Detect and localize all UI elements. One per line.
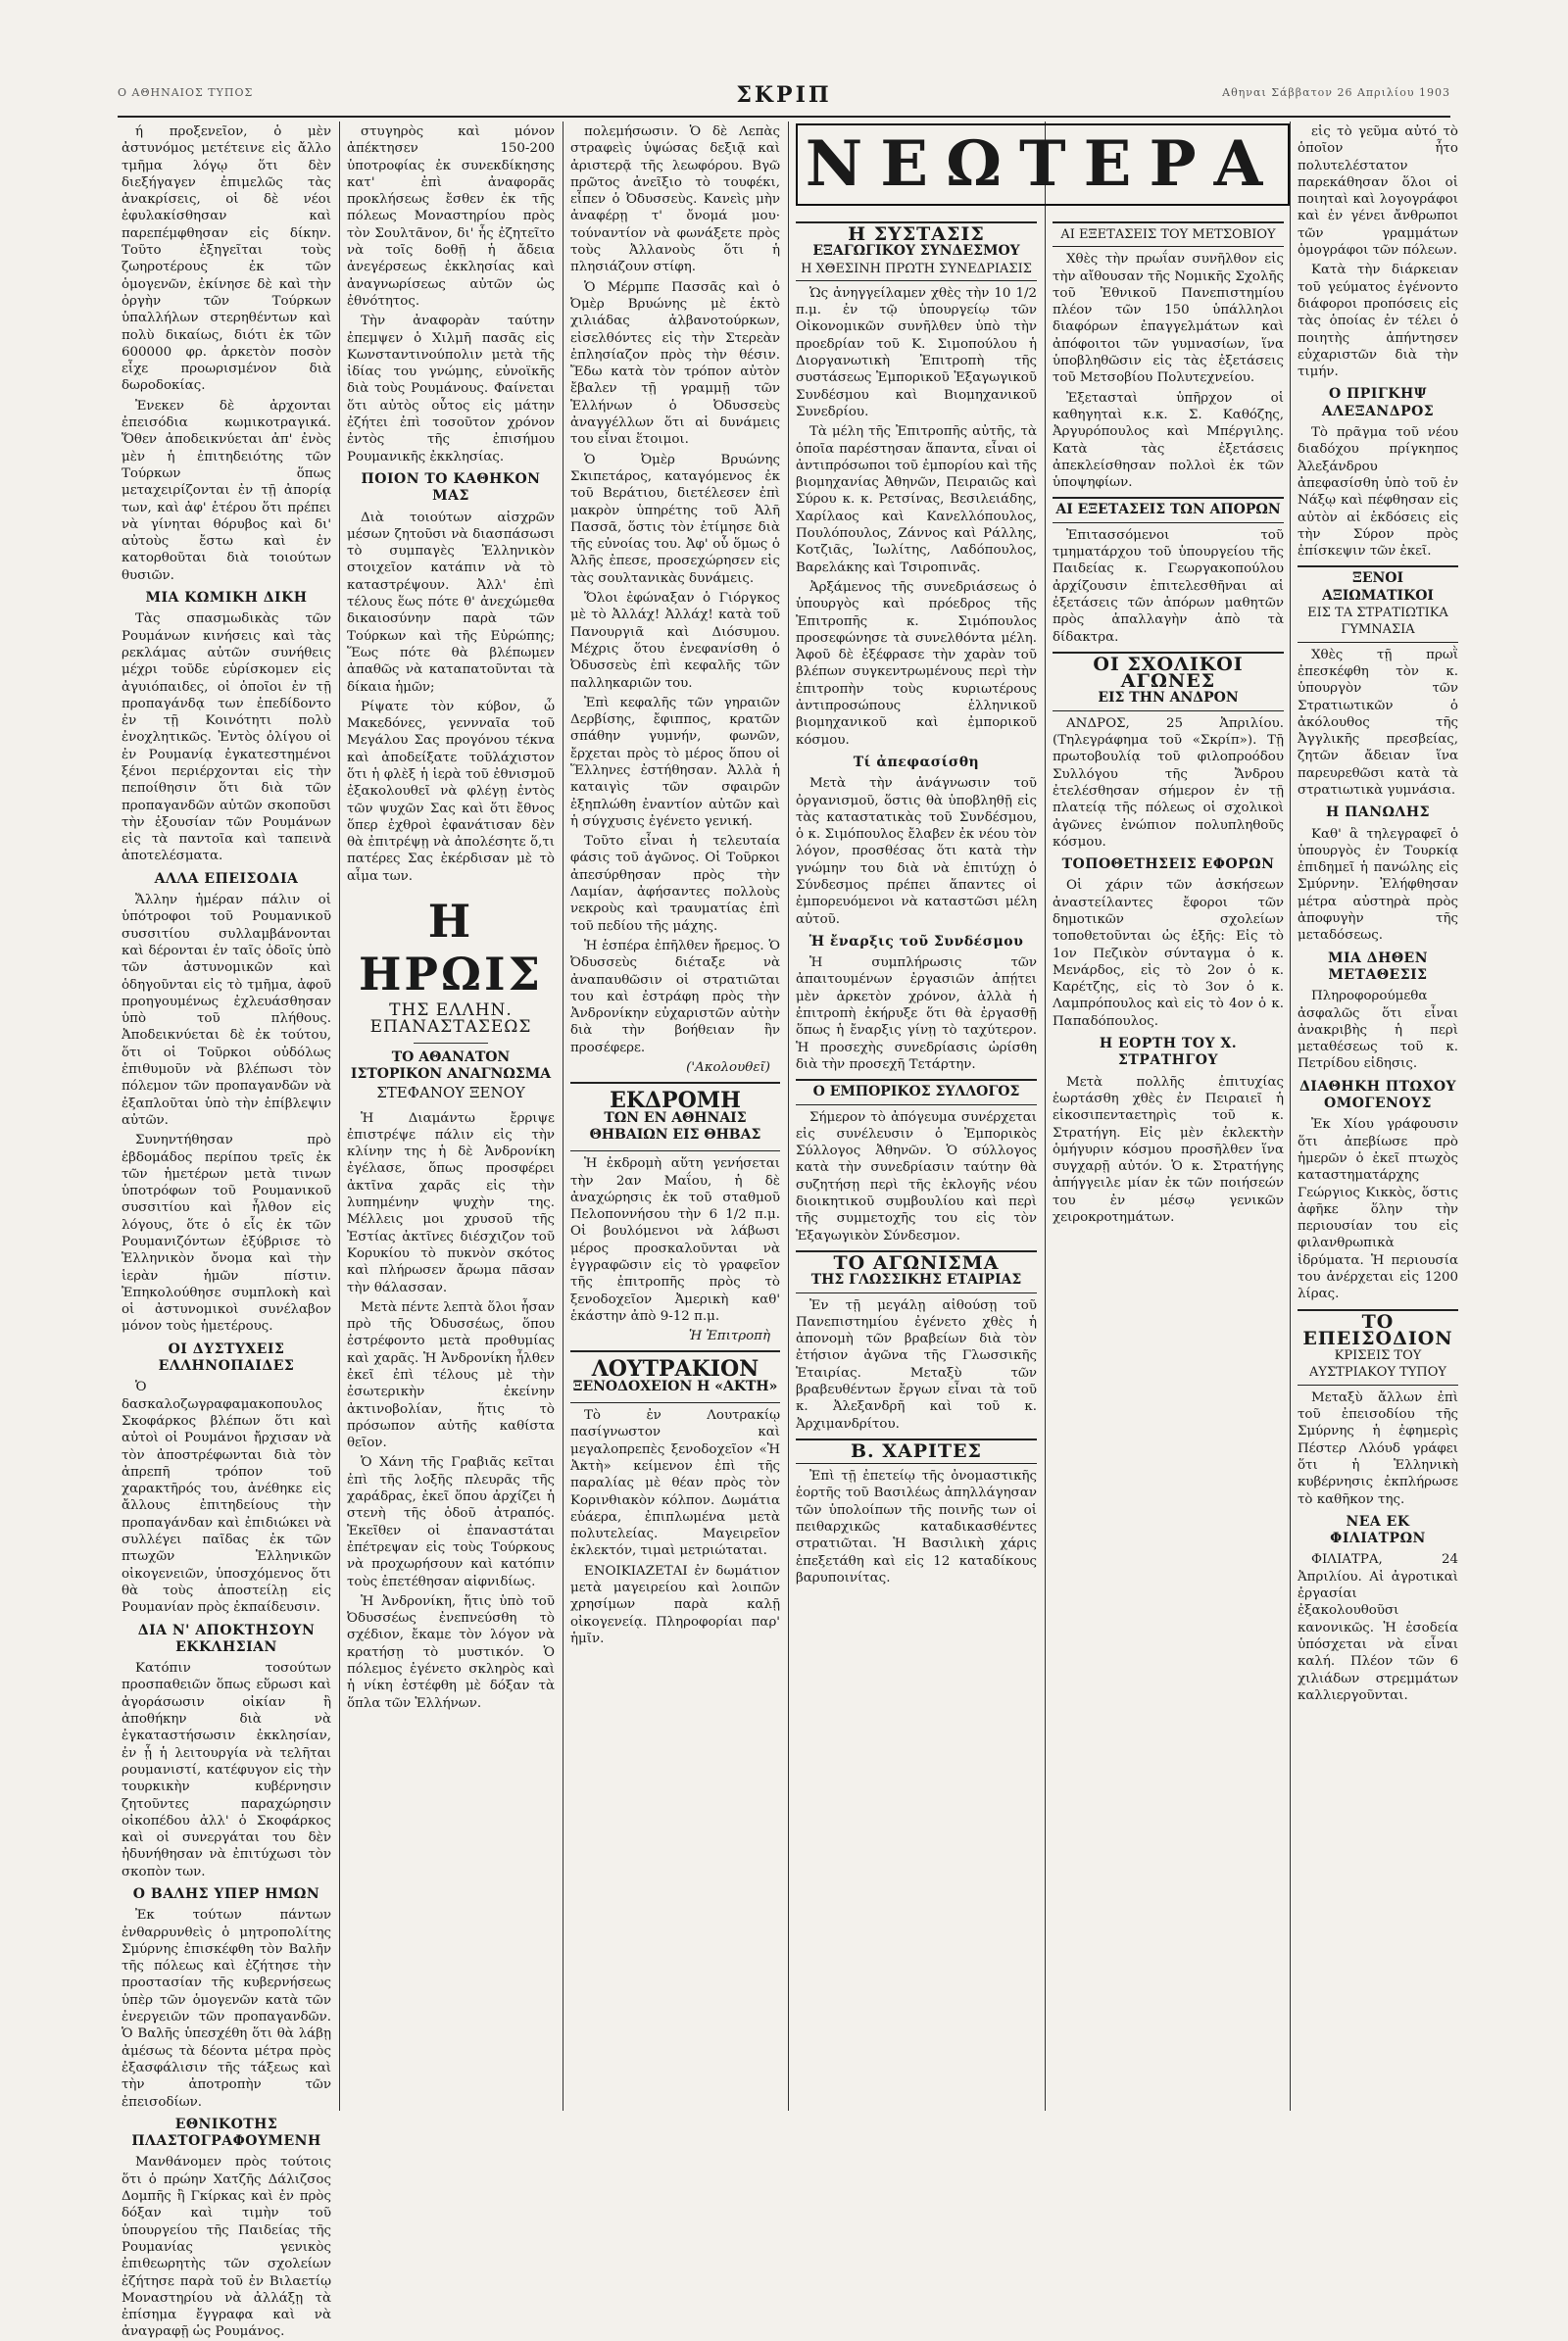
article-paragraph: Ὅλοι ἐφώναξαν ὁ Γιόργκος μὲ τὸ Ἀλλάχ! Ἀλλάχ! κατὰ τοῦ Πανουργιᾶ καὶ Διόσυμου. Μέχρις ὅτου ἐνεφανίσθη ὁ Ὀδυσσεὺς ἐπὶ κεφαλῆς τῶν παλληκαριῶν του. (570, 591, 780, 691)
excursion-subtitle: ΤΩΝ ΕΝ ΑΘΗΝΑΙΣ ΘΗΒΑΙΩΝ ΕΙΣ ΘΗΒΑΣ (589, 1109, 761, 1143)
heading-main: Ο ΕΜΠΟΡΙΚΟΣ ΣΥΛΛΟΓΟΣ (812, 1084, 1020, 1100)
section-heading: ΔΙΑΘΗΚΗ ΠΤΩΧΟΥ ΟΜΟΓΕΝΟΥΣ (1298, 1078, 1457, 1112)
heading-sub: ΚΡΙΣΕΙΣ ΤΟΥ ΑΥΣΤΡΙΑΚΟΥ ΤΥΠΟΥ (1308, 1348, 1447, 1381)
section-heading: Τί ἀπεφασίσθη (853, 754, 980, 770)
article-paragraph: Ἀρξάμενος τῆς συνεδριάσεως ὁ ὑπουργὸς καὶ πρόεδρος τῆς Ἐπιτροπῆς κ. Σιμόπουλος προσεφώνησε τὰ συνελθόντα μέλη. Ἀφοῦ δὲ ἐξέφρασε τὴν χαρὰν τοῦ βλέπων συγκεντρωμένους περὶ τὴν ἐπιτροπὴν τοὺς κυριωτέρους ἀντιπροσώπους ἑλληνικοῦ βιομηχανικοῦ καὶ ἐμπορικοῦ κόσμου. (796, 579, 1037, 748)
article-paragraph: Ἐπὶ κεφαλῆς τῶν γηραιῶν Δερβίσης, ἔφιππος, κρατῶν σπάθην γυμνήν, φωνῶν, ἔρχεται πρὸς τὸ μέρος ὅπου οἱ Ἕλληνες ἐστήθησαν. Ἀλλὰ ἡ καταιγὶς τῶν σφαιρῶν ἐξηπλώθη ἐναντίον αὐτῶν καὶ ἡ σύγχυσις ἐγένετο γενική. (570, 695, 780, 829)
article-paragraph: Διὰ τοιούτων αἰσχρῶν μέσων ζητοῦσι νὰ διασπάσωσι τὸ συμπαγὲς Ἑλληνικὸν στοιχεῖον κατάπιν νὰ τὸ καταστρέψουν. Ἀλλ' ἐπὶ τέλους ἕως πότε θ' ἀνεχώμεθα δικαιοσύνην παρὰ τῶν Τούρκων καὶ τῆς Εὐρώπης; Ἕως πότε θὰ βλέπωμεν ἀπαθῶς νὰ καταπατοῦνται τὰ δίκαια ἡμῶν; (347, 510, 555, 695)
column-5 (1053, 216, 1284, 2113)
heading-main: ΤΟ ΑΓΩΝΙΣΜΑ (833, 1251, 1000, 1274)
heading-main: ΤΟ ΕΠΕΙΣΟΔΙΟΝ (1302, 1310, 1453, 1349)
column-rule (1290, 122, 1291, 2111)
section-heading: ΜΙΑ ΚΩΜΙΚΗ ΔΙΚΗ (145, 590, 308, 607)
article-paragraph: Μεταξὺ ἄλλων ἐπὶ τοῦ ἐπεισοδίου τῆς Σμύρνης ἡ ἐφημερὶς Πέστερ Λλόυδ γράφει ὅτι ἡ Ἑλληνικὴ κυβέρνησις ἐκπλήρωσε τὸ καθῆκον της. (1298, 1390, 1458, 1507)
hotel-ad-subtitle: ΞΕΝΟΔΟΧΕΙΟΝ Η «ΑΚΤΗ» (572, 1378, 778, 1394)
article-paragraph: ή προξενεῖον, ὁ μὲν ἀστυνόμος μετέτεινε εἰς ἄλλο τμῆμα λόγῳ ὅτι δὲν διεξήγαγεν ἐπιμελῶς τὰς ἀνακρίσεις, οἱ δὲ νέοι ἐφυλακίσθησαν καὶ παρεπέμφθησαν εἰς δίκην. Τοῦτο ἐξηγεῖται τοὺς ζωηροτέρους ἐκ τῶν ὁμογενῶν, ἐκίνησε δὲ καὶ τὴν ὀργὴν τῶν Τούρκων ὑπαλλήλων στερηθέντων καὶ πολὺ δικαίως, διότι ἐκ τῶν 600000 φρ. ἀρκετὸν ποσὸν εἶχε προωρισμένον διὰ δωροδοκίας. (122, 124, 331, 394)
section-heading: ΠΟΙΟΝ ΤΟ ΚΑΘΗΚΟΝ ΜΑΣ (361, 470, 541, 505)
masthead-left: Ο ΑΘΗΝΑΙΟΣ ΤΥΠΟΣ (118, 86, 254, 99)
banner-box (796, 123, 1290, 206)
article-paragraph: Ἡ συμπλήρωσις τῶν ἀπαιτουμένων ἐργασιῶν ἀπῄτει μὲν ἀρκετὸν χρόνον, ἀλλὰ ἡ ἐπιτροπὴ ἐκήρυξε ὅτι θὰ ἐργασθῇ ὅπως ἡ ἔναρξις γίνῃ τὸ ταχύτερον. Ἡ προσεχὴς συνεδρίασις ὡρίσθη διὰ τὴν προσεχῆ Τετάρτην. (796, 955, 1037, 1072)
article-paragraph: Ρίψατε τὸν κύβον, ὦ Μακεδόνες, γεννναῖα τοῦ Μεγάλου Σας προγόνου τέκνα καὶ ἀποδείξατε τοῦλάχιστον ὅτι ἡ φλὲξ ἡ ἱερὰ τοῦ ἐθνισμοῦ ἐξακολουθεῖ νὰ φλέγῃ ἐντὸς τῶν ψυχῶν Σας καὶ ὅτι ἔθνος ὅπερ ἐχθροὶ ἐφανάτισαν δὲν θὰ ἐπιτρέψῃ νὰ ἀπολέσητε ὅ,τι πατέρες Σας ἐκέρδισαν μὲ τὸ αἷμα των. (347, 699, 555, 884)
section-banner: ΝΕΩΤΕΡΑ (805, 127, 1281, 202)
article-heading (1298, 565, 1458, 642)
article-paragraph: Ἐκ τούτων πάντων ἐνθαρρυνθεὶς ὁ μητροπολίτης Σμύρνης ἐπισκέφθη τὸν Βαλῆν τῆς πόλεως καὶ ἐζήτησε τὴν προστασίαν τῆς κυβερνήσεως ὑπὲρ τῶν ὁμογενῶν κατὰ τῶν ἐνεργειῶν τῶν προπαγανδῶν. Ὁ Βαλῆς ὑπεσχέθη ὅτι θὰ λάβῃ ἀμέσως τὰ δέοντα μέτρα πρὸς ἐξασφάλισιν τῆς τάξεως καὶ τὴν ἀποτροπὴν τῶν ἐπεισοδίων. (122, 1908, 331, 2110)
article-heading (796, 1079, 1037, 1104)
article-heading (1053, 221, 1284, 247)
article-paragraph: Ὁ Χάνη τῆς Γραβιᾶς κεῖται ἐπὶ τῆς λοξῆς πλευρᾶς τῆς χαράδρας, ἐκεῖ ὅπου ἀρχίζει ἡ στενὴ τῆς ὁδοῦ ἀτραπός. Ἐκεῖθεν οἱ ἐπαναστάται ἐπέτρεψαν εἰς τοὺς Τούρκους νὰ προχωρήσουν καὶ κατόπιν τοὺς ἐπετέθησαν αἰφνιδίως. (347, 1455, 555, 1589)
newspaper-name: ΣΚΡΙΠ (736, 82, 832, 108)
article-paragraph: Μετὰ τὴν ἀνάγνωσιν τοῦ ὀργανισμοῦ, ὅστις θὰ ὑποβληθῇ εἰς τὰς καταστατικὰς τοῦ Συνδέσμου, ὁ κ. Σιμόπουλος ἔλαβεν ἐκ νέου τὸν λόγον, προσθέσας ὅτι κατὰ τὴν γνώμην του διὰ νὰ ἐπιτύχῃ ὁ Σύνδεσμος πρέπει ἅπαντες οἱ ἐμπορευόμενοι νὰ καταστῶσι μέλη αὐτοῦ. (796, 776, 1037, 927)
article-paragraph: Ἐνεκεν δὲ ἀρχονται ἐπεισόδια κωμικοτραγικά. Ὅθεν ἀποδεικνύεται ἀπ' ἐνὸς μὲν ἡ ἐπιτηδειότης τῶν Τούρκων ὅπως μεταχειρίζονται ἐν τῇ ἀπορίᾳ των, καὶ ἀφ' ἑτέρου ὅτι πρέπει νὰ γίνηται θόρυβος καὶ δι' αὐτοὺς ἔστω καὶ ἐν κατορθοῦται διὰ τοιούτων θυσιῶν. (122, 398, 331, 583)
serial-title: Η ΗΡΩΙΣ (358, 895, 544, 1001)
article-paragraph: Μετὰ πολλῆς ἐπιτυχίας ἑωρτάσθη χθὲς ἐν Πειραιεῖ ἡ εἰκοσιπενταετηρὶς τοῦ κ. Στρατήγη. Εἰς μὲν ἐκλεκτὴν ὁμήγυριν κόσμου προσῆλθεν ἵνα συγχαρῇ αὐτόν. Ὁ κ. Στρατήγης ἀπήγγειλε μίαν ἐκ τῶν ποιήσεών του ἐν μέσῳ γενικῶν χειροκροτημάτων. (1053, 1074, 1284, 1226)
heading-sub: ΕΙΣ ΤΑ ΣΤΡΑΤΙΩΤΙΚΑ ΓΥΜΝΑΣΙΑ (1307, 606, 1448, 638)
article-paragraph: Χθὲς τὴν πρωΐαν συνῆλθον εἰς τὴν αἴθουσαν τῆς Νομικῆς Σχολῆς τοῦ Ἐθνικοῦ Πανεπιστημίου πλέον τῶν 150 ὑπάλληλοι διαφόρων ἐπαγγελμάτων καὶ ἀπόφοιτοι τῶν γυμνασίων, ἵνα ὑποβληθῶσιν εἰς τὰς ἐξετάσεις τοῦ Μετσοβίου Πολυτεχνείου. (1053, 252, 1284, 386)
column-rule (339, 122, 340, 2111)
article-paragraph: Ὁ δασκαλοζωγραφαμακοπουλος Σκοφάρκος βλέπων ὅτι καὶ αὐτοὶ οἱ Ρουμάνοι ἤρχισαν νὰ τὸν ἀποστρέφωνται διὰ τὸν ἀπρεπῆ τρόπον τοῦ χαρακτῆρός του, ἀνέθηκε εἰς ἄλλους ἐπιτηδείους τὴν προπαγάνδαν καὶ ἐπιδιώκει νὰ συλλέγει παῖδας ἐκ τῶν πτωχῶν Ἑλληνικῶν οἰκογενειῶν, ὑποσχόμενος ὅτι θὰ τοὺς ἀποστείλῃ εἰς Ρουμανίαν πρὸς ἐκπαίδευσιν. (122, 1380, 331, 1616)
column-rule (1045, 122, 1046, 2111)
article-paragraph: Ὡς ἀνηγγείλαμεν χθὲς τὴν 10 1/2 π.μ. ἐν τῷ ὑπουργείῳ τῶν Οἰκονομικῶν συνῆλθεν ὑπὸ τὴν προεδρίαν τοῦ Κ. Σιμοπούλου ἡ Διοργανωτικὴ Ἐπιτροπὴ τῆς συστάσεως Ἐμπορικοῦ Ἐξαγωγικοῦ Συνδέσμου καὶ Βιομηχανικοῦ Συνεδρίου. (796, 285, 1037, 419)
article-paragraph: Τὰ μέλη τῆς Ἐπιτροπῆς αὐτῆς, τὰ ὁποῖα παρέστησαν ἅπαντα, εἶναι οἱ ἀντιπρόσωποι τοῦ ἐμπορίου καὶ τῆς βιομηχανίας Ἀθηνῶν, Πειραιῶς καὶ Σύρου κ. κ. Ρετσίνας, Βεσιλειάδης, Χαρίλαος καὶ Κανελλόπουλος, Πουλόπουλος, Ζάννος καὶ Ράλλης, Κοτζιᾶς, Ἰωλίτης, Λαδόπουλος, Βαρελάκης καὶ Τσιροπινᾶς. (796, 424, 1037, 575)
article-heading (796, 221, 1037, 281)
heading-main: ΑΙ ΕΞΕΤΑΣΕΙΣ ΤΟΥ ΜΕΤΣΟΒΙΟΥ (1060, 227, 1276, 242)
section-heading: ΝΕΑ ΕΚ ΦΙΛΙΑΤΡΩΝ (1330, 1513, 1426, 1547)
article-paragraph: Μανθάνομεν πρὸς τούτοις ὅτι ὁ πρώην Χατζῆς Δάλιζσος Δομπῆς ἢ Γκίρκας καὶ ἐν πρὸς δόξαν καὶ τιμὴν τοῦ ὑπουργείου τῆς Παιδείας τῆς Ρουμανίας γενικὸς ἐπιθεωρητὴς τῶν σχολείων ἐζήτησε παρὰ τοῦ ἐν Βιλαετίῳ Μοναστηρίου νὰ ἀλλάξῃ τὰ ἐπίσημα ἔγγραφα καὶ νὰ ἀναγραφῇ ὡς Ρουμάνος. (122, 2155, 331, 2340)
column-6 (1298, 123, 1458, 2113)
article-paragraph: Ὁ Μέρμπε Πασσᾶς καὶ ὁ Ὀμὲρ Βρυώνης μὲ ἑκτὸ χιλιάδας ἀλβανοτούρκων, εἰσελθόντες εἰς τὴν Στερεὰν ἐπλησίαζον πρὸς τὴν θέσιν. Ἔδω κατὰ τὸν τρόπον αὐτὸν ἔβαλεν τῇ γραμμῇ τῶν Ἑλλήνων ὁ Ὀδυσσεὺς ἀναγγέλλων ὅτι αἱ δυνάμεις του εἶναι ἕτοιμοι. (570, 279, 780, 448)
column-4 (796, 216, 1037, 2113)
heading-sub: ΤΗΣ ΓΛΩΣΣΙΚΗΣ ΕΤΑΙΡΙΑΣ (810, 1272, 1022, 1289)
divider (414, 1043, 488, 1044)
article-paragraph: Ἡ ἐκδρομὴ αὕτη γενήσεται τὴν 2αν Μαΐου, ἡ δὲ ἀναχώρησις ἐκ τοῦ σταθμοῦ Πελοποννήσου τὴν 6 1/2 π.μ. Οἱ βουλόμενοι νὰ λάβωσι μέρος προσκαλοῦνται νὰ ἐγγραφῶσιν εἰς τὸ γραφεῖον τῆς ἐπιτροπῆς πρὸς τὸ ξενοδοχεῖον Ἀμερικὴ καθ' ἑκάστην ἀπὸ 9-12 π.μ. (570, 1156, 780, 1324)
article-paragraph: Ἐξετασταὶ ὑπῆρχον οἱ καθηγηταὶ κ.κ. Σ. Καθόζης, Ἀργυρόπουλος καὶ Μπέργιλης. Κατὰ τὰς ἐξετάσεις ἀπεκλείσθησαν πολλοὶ ἐκ τῶν ὑποψηφίων. (1053, 390, 1284, 491)
article-paragraph: Συνηντήθησαν πρὸ ἑβδομάδος περίπου τρεῖς ἐκ τῶν ἡμετέρων μετὰ τινων ὑποτρόφων τοῦ Ρουμανικοῦ συσσιτίου καὶ ἦλθον εἰς λόγους, ὅτε ὁ εἷς ἐκ τῶν Ρουμανιζόντων ἐξύβρισε τὸ Ἑλληνικὸν ὄνομα καὶ τὴν ἱερὰν ἡμῶν πίστιν. Ἐπηκολούθησε συμπλοκὴ καὶ οἱ ἀστυνομικοὶ συνέλαβον μόνον τοὺς ἡμετέρους. (122, 1133, 331, 1335)
column-1 (122, 123, 331, 2340)
committee-signature: Ἡ Ἐπιτροπὴ (688, 1329, 770, 1344)
column-2 (347, 123, 555, 2113)
heading-main: Η ΣΥΣΤΑΣΙΣ (848, 223, 985, 245)
article-paragraph: Χθὲς τῇ πρωῒ ἐπεσκέφθη τὸν κ. ὑπουργὸν τῶν Στρατιωτικῶν ὁ ἀκόλουθος τῆς Ἀγγλικῆς πρεσβείας, ζητῶν ἄδειαν ἵνα παρευρεθῶσι κατὰ τὰ στρατιωτικὰ γυμνάσια. (1298, 647, 1458, 798)
section-heading: ΕΘΝΙΚΟΤΗΣ ΠΛΑΣΤΟΓΡΑΦΟΥΜΕΝΗ (131, 2116, 321, 2150)
ad-paragraph: Τὸ ἐν Λουτρακίῳ πασίγνωστον καὶ μεγαλοπρεπὲς ξενοδοχεῖον «Ἡ Ἀκτὴ» κείμενον ἐπὶ τῆς παραλίας μὲ θέαν πρὸς τὸν Κορινθιακὸν κόλπον. Δωμάτια εὐάερα, ἐπιπλωμένα μετὰ πολυτελείας. Μαγειρεῖον ἐκλεκτόν, τιμαὶ μετριώταται. (570, 1408, 780, 1559)
heading-main: ΞΕΝΟΙ ΑΞΙΩΜΑΤΙΚΟΙ (1322, 570, 1434, 604)
article-paragraph: Καθ' ἃ τηλεγραφεῖ ὁ ὑπουργὸς ἐν Τουρκίᾳ ἐπιδημεῖ ἡ πανώλης εἰς Σμύρνην. Ἐλήφθησαν μέτρα αὐστηρὰ πρὸς ἀποφυγὴν τῆς μεταδόσεως. (1298, 826, 1458, 944)
column-rule (788, 122, 789, 2111)
article-paragraph: Τὴν ἀναφορὰν ταύτην ἐπεμψεν ὁ Χιλμῆ πασᾶς εἰς Κωνσταντινούπολιν μετὰ τῆς ἰδίας του γνώμης, εὐνοϊκῆς διὰ τοὺς Ρουμάνους. Φαίνεται ὅτι αὐτὸς οὗτος εἰς μάτην ἐζήτει ἐπὶ τοσοῦτον χρόνον ἐντὸς τῆς ἐπισήμου Ρουμανικῆς ἐκκλησίας. (347, 314, 555, 464)
article-paragraph: στυγηρὸς καὶ μόνον ἀπέκτησεν 150-200 ὑποτροφίας ἐκ συνεκδίκησης κατ' ἐπὶ ἀναφορᾶς προκλήσεως ἔσθεν ἐκ τῆς πόλεως Μοναστηρίου πρὸς τὸν Σουλτᾶνον, δι' ἧς ἐζητεῖτο νὰ τοῖς δοθῇ ἡ ἄδεια ἀνεγέρσεως ἐκκλησίας καὶ ἀναγνωρίσεως αὐτῶν ὡς ἐθνότητος. (347, 124, 555, 309)
excursion-title: ΕΚΔΡΟΜΗ (610, 1088, 741, 1114)
article-paragraph: Πληροφορούμεθα ἀσφαλῶς ὅτι εἶναι ἀνακριβὴς ἡ περὶ μεταθέσεως τοῦ κ. Πετρίδου εἰδησις. (1298, 989, 1458, 1072)
article-heading (1053, 497, 1284, 522)
article-paragraph: Οἱ χάριν τῶν ἀσκήσεων ἀναστείλαντες ἔφοροι τῶν δημοτικῶν σχολείων τοποθετοῦνται ὡς ἑξῆς: Εἰς τὸ 1ον Πεζικὸν σύνταγμα ὁ κ. Μενάρδος, εἰς τὸ 2ον ὁ κ. Καρέτζης, εἰς τὸ 3ον ὁ κ. Λαμπρόπουλος καὶ εἰς τὸ 4ον ὁ κ. Παπαδόπουλος. (1053, 878, 1284, 1029)
serial-subtitle: ΤΗΣ ΕΛΛΗΝ. ΕΠΑΝΑΣΤΑΣΕΩΣ (369, 1000, 532, 1038)
section-heading: Η ΕΟΡΤΗ ΤΟΥ Χ. ΣΤΡΑΤΗΓΟΥ (1099, 1036, 1238, 1069)
serial-author: ΣΤΕΦΑΝΟΥ ΞΕΝΟΥ (376, 1084, 525, 1102)
article-paragraph: Ἐπιτασσόμενοι τοῦ τμηματάρχου τοῦ ὑπουργείου τῆς Παιδείας κ. Γεωργακοπούλου ἀρχίζουσιν ἐπιτελεσθῆναι αἱ ἐξετάσεις τῶν ἀπόρων μαθητῶν πρὸς ἀπαλλαγὴν ἀπὸ τὰ δίδακτρα. (1053, 527, 1284, 645)
heading-main: ΑΙ ΕΞΕΤΑΣΕΙΣ ΤΩΝ ΑΠΟΡΩΝ (1055, 502, 1281, 518)
ad-paragraph: ΕΝΟΙΚΙΑΖΕΤΑΙ ἐν δωμάτιον μετὰ μαγειρείου καὶ λοιπῶν χρησίμων παρὰ καλῇ οἰκογενείᾳ. Πληροφορίαι παρ' ἡμῖν. (570, 1563, 780, 1646)
article-paragraph: Ὁ Ὀμὲρ Βρυώνης Σκιπετάρος, καταγόμενος ἐκ τοῦ Βεράτιου, διετέλεσεν ἐπὶ μακρὸν ὑπηρέτης τοῦ Ἀλῆ Πασσᾶ, ὅστις τὸν ἐτίμησε διὰ τῆς εὐνοίας του. Ἀφ' οὗ ὅμως ὁ Ἀλῆς ἐπεσε, προσεχώρησεν εἰς τὰς σουλτανικὰς δυνάμεις. (570, 452, 780, 586)
article-paragraph: Μετὰ πέντε λεπτὰ ὅλοι ἦσαν πρὸ τῆς Ὀδυσσέως, ὅπου ἐστρέφοντο μετὰ προθυμίας καὶ χαρᾶς. Ἡ Ἀνδρονίκη ἦλθεν ἐκεῖ ἐπὶ τέλους μὲ τὴν ἐσωτερικὴν ἐκείνην ἀκτινοβολίαν, ἥτις τὸ πρόσωπον αὐτῆς καθίστα θεῖον. (347, 1299, 555, 1451)
article-heading (796, 1250, 1037, 1293)
section-heading: ΜΙΑ ΔΗΘΕΝ ΜΕΤΑΘΕΣΙΣ (1327, 950, 1429, 983)
article-paragraph: Κατὰ τὴν διάρκειαν τοῦ γεύματος ἐγένοντο διάφοροι προπόσεις εἰς τὰς ὁποίας ἐν τέλει ὁ ποιητὴς ἀπήντησεν εὐχαριστῶν διὰ τὴν τιμήν. (1298, 263, 1458, 380)
article-heading (1053, 652, 1284, 711)
section-heading: ΤΟΠΟΘΕΤΗΣΕΙΣ ΕΦΟΡΩΝ (1061, 856, 1275, 873)
article-paragraph: Ἡ Ἀνδρονίκη, ἥτις ὑπὸ τοῦ Ὀδυσσέως ἐνεπνεύσθη τὸ σχέδιον, ἔκαμε τὸν λόγον νὰ κρατήσῃ τὸ μυστικόν. Ὁ πόλεμος ἐγένετο σκληρὸς καὶ ἡ νίκη ἐστέφθη μὲ δόξαν τὰ ὅπλα τῶν Ἑλλήνων. (347, 1593, 555, 1711)
excursion-heading (570, 1082, 780, 1151)
heading-main: ΟΙ ΣΧΟΛΙΚΟΙ ΑΓΩΝΕΣ (1093, 653, 1244, 693)
article-paragraph: ΦΙΛΙΑΤΡΑ, 24 Ἀπριλίου. Αἱ ἀγροτικαὶ ἐργασίαι ἐξακολουθοῦσι κανονικῶς. Ἡ ἐσοδεία ὑπόσχεται νὰ εἶναι καλή. Πλέον τῶν 6 χιλιάδων στρεμμάτων καλλιεργοῦνται. (1298, 1552, 1458, 1703)
article-paragraph: εἰς τὸ γεῦμα αὐτό τὸ ὁποῖον ἦτο πολυτελέστατον παρεκάθησαν ὅλοι οἱ ποιηταὶ καὶ λογογράφοι καὶ ἐν γένει ἄνθρωποι τῶν γραμμάτων ὁμογράφοι τῶν πόλεων. (1298, 124, 1458, 259)
hotel-ad-heading (570, 1350, 780, 1403)
article-paragraph: Τὸ πρᾶγμα τοῦ νέου διαδόχου πρίγκηπος Ἀλεξάνδρου ἀπεφασίσθη ὑπὸ τοῦ ἐν Νάξῳ καὶ πέφθησαν εἰς αὐτὸν αἱ ἐκδόσεις εἰς τὴν Σύρον πρὸς ἐπίσκεψιν τῶν ἐκεῖ. (1298, 425, 1458, 560)
section-heading: ΑΛΛΑ ΕΠΕΙΣΟΔΙΑ (154, 870, 299, 887)
article-heading (796, 1439, 1037, 1464)
article-paragraph: Ἄλλην ἡμέραν πάλιν οἱ ὑπότροφοι τοῦ Ρουμανικοῦ συσσιτίου συλλαμβάνονται καὶ δέρονται ἐν ταῖς ὁδοῖς ὑπὸ τῶν ἀστυνομικῶν καὶ ὁδηγοῦνται εἰς τὸ τμῆμα, ἀφοῦ προηγουμένως ἐχλευάσθησαν ὑπὸ τοῦ πλήθους. Ἀποδεικνύεται δὲ ἐκ τούτου, ὅτι οἱ Τοῦρκοι οὐδόλως ἐπιθυμοῦν νὰ βλέπωσι τὸν πόλεμον τῶν προπαγανδῶν νὰ ἐξαπλοῦται ὑπὸ τὴν ἐπίβλεψιν αὐτῶν. (122, 893, 331, 1128)
column-3 (570, 123, 780, 2113)
column-rule (563, 122, 564, 2111)
masthead-right: Αθηναι Σάββατον 26 Απριλίου 1903 (1222, 86, 1450, 99)
hotel-ad-title: ΛΟΥΤΡΑΚΙΟΝ (591, 1356, 760, 1383)
article-paragraph: Τοῦτο εἶναι ἡ τελευταία φάσις τοῦ ἀγῶνος. Οἱ Τοῦρκοι ἀπεσύρθησαν πρὸς τὴν Λαμίαν, ἀφήσαντες πολλοὺς νεκροὺς καὶ τραυματίας ἐπὶ τοῦ πεδίου τῆς μάχης. (570, 834, 780, 934)
heading-small: Η ΧΘΕΣΙΝΗ ΠΡΩΤΗ ΣΥΝΕΔΡΙΑΣΙΣ (801, 261, 1032, 276)
article-paragraph: Σήμερον τὸ ἀπόγευμα συνέρχεται εἰς συνέλευσιν ὁ Ἐμπορικὸς Σύλλογος Ἀθηνῶν. Ὁ σύλλογος κατὰ τὴν συνεδρίασιν ταύτην θὰ συζητήσῃ περὶ τῆς ἐκλογῆς νέου διοικητικοῦ συμβουλίου καὶ περὶ τῆς συμμετοχῆς του εἰς τὸν Ἐξαγωγικὸν Σύνδεσμον. (796, 1109, 1037, 1244)
article-heading (1298, 1309, 1458, 1386)
section-heading: Ἡ ἔναρξις τοῦ Συνδέσμου (808, 933, 1024, 950)
article-paragraph: Ἡ Διαμάντω ἔρριψε ἐπιστρέψε πάλιν εἰς τὴν κλίνην της ἡ δὲ Ἀνδρονίκη ἐγέλασε, ὅπως προσφέρει ἀκτῖνα χαρᾶς εἰς τὴν λυπημένην ψυχὴν της. Μέλλεις μοι χρυσοῦ τῆς Ἑστίας ἀκτῖνες διέσχιζον τοῦ Κορυκίου τὸ πυκνὸν σκότος καὶ πλήρωσεν ἄρωμα πᾶσαν τὴν θάλασσαν. (347, 1110, 555, 1295)
section-heading: ΟΙ ΔΥΣΤΥΧΕΙΣ ΕΛΛΗΝΟΠΑΙΔΕΣ (158, 1341, 295, 1375)
article-paragraph: ΑΝΔΡΟΣ, 25 Ἀπριλίου. (Τηλεγράφημα τοῦ «Σκρίπ»). Τῇ πρωτοβουλίᾳ τοῦ φιλοπροόδου Συλλόγου τῆς Ἄνδρου ἐτελέσθησαν σήμερον ἐν τῇ πλατείᾳ τῆς πόλεως οἱ σχολικοὶ ἀγῶνες ἐνώπιον πολυπληθοῦς κόσμου. (1053, 715, 1284, 850)
article-paragraph: Ἐπὶ τῇ ἐπετείῳ τῆς ὀνομαστικῆς ἑορτῆς τοῦ Βασιλέως ἀπηλλάγησαν τῶν ὑπολοίπων τῆς ποινῆς των οἱ πειθαρχικῶς καταδικασθέντες στρατιῶται. Ἡ Βασιλικὴ χάρις ἐπεξετάθη καὶ εἰς 12 καταδίκους βαρυποινίτας. (796, 1469, 1037, 1585)
section-heading: Η ΠΑΝΩΛΗΣ (1326, 805, 1430, 821)
section-heading: Ο ΒΑΛΗΣ ΥΠΕΡ ΗΜΩΝ (132, 1885, 320, 1902)
article-paragraph: Τὰς σπασμωδικὰς τῶν Ρουμάνων κινήσεις καὶ τὰς ρεκλάμας αὐτῶν συνήθεις μέχρι τοῦδε εὑρίσκομεν εἰς ἀγυιόπαιδες, οἱ ὁποῖοι ἐν τῇ προπαγάνδᾳ των ἐπεδίδοντο ἐν τῇ Κοινότητι πολὺ ἐνοχλητικῶς. Ἐντὸς ὀλίγου οἱ ἐν Ρουμανίᾳ ἐγκατεστημένοι ξένοι περιέρχονται εἰς τὴν πεποίθησιν ὅτι διὰ τῶν προπαγανδῶν αὐτῶν σκοποῦσι τὴν ἐξουσίαν τῶν Ρουμάνων εἰς τὰ παντοῖα καὶ ταπεινὰ ἀποτελέσματα. (122, 611, 331, 864)
article-paragraph: πολεμήσωσιν. Ὁ δὲ Λεπὰς στραφεὶς ὑψώσας δεξιᾷ καὶ ἀριστερᾷ τῆς λεωφόρου. Βγῶ πρῶτος ἀνεῖξιο τὸ τουφέκι, εἶπεν ὁ Ὀδυσσεὺς. Κανεὶς μὴν ἀναφέρῃ τ' ὄνομά μου· τούναντίον νὰ φωνάξετε πρὸς τοὺς Ἀλλανοὺς ὅτι ἡ πλησιάζουν στίφη. (570, 124, 780, 275)
article-paragraph: Ἡ ἑσπέρα ἐπῆλθεν ἤρεμος. Ὁ Ὀδυσσεὺς διέταξε νὰ ἀναπαυθῶσιν οἱ στρατιῶται του καὶ ἐστράφη πρὸς τὴν Ἀνδρονίκην εὐχαριστῶν αὐτὴν διὰ τὴν βοήθειαν ἣν προσέφερε. (570, 938, 780, 1055)
heading-sub: ΕΞΑΓΩΓΙΚΟΥ ΣΥΝΔΕΣΜΟΥ (812, 243, 1020, 260)
heading-sub: ΕΙΣ ΤΗΝ ΑΝΔΡΟΝ (1098, 690, 1239, 707)
section-heading: ΔΙΑ Ν' ΑΠΟΚΤΗΣΟΥΝ ΕΚΚΛΗΣΙΑΝ (137, 1622, 316, 1655)
serial-caption: ΤΟ ΑΘΑΝΑΤΟΝ ΙΣΤΟΡΙΚΟΝ ΑΝΑΓΝΩΣΜΑ (350, 1049, 552, 1082)
article-paragraph: Ἐκ Χίου γράφουσιν ὅτι ἀπεβίωσε πρὸ ἡμερῶν ὁ ἐκεῖ πτωχὸς καταστηματάρχης Γεώργιος Κικκὸς, ὅστις ἀφῆκε ὅλην τὴν περιουσίαν του εἰς φιλανθρωπικὰ ἱδρύματα. Ἡ περιουσία του ἀνέρχεται εἰς 1200 λίρας. (1298, 1117, 1458, 1302)
section-heading: Ο ΠΡΙΓΚΗΨ ΑΛΕΞΑΝΔΡΟΣ (1321, 386, 1435, 419)
article-paragraph: Ἐν τῇ μεγάλῃ αἰθούσῃ τοῦ Πανεπιστημίου ἐγένετο χθὲς ἡ ἀπονομὴ τῶν βραβείων διὰ τὸν ἐτήσιον ἀγῶνα τῆς Γλωσσικῆς Ἑταιρίας. Μεταξὺ τῶν βραβευθέντων ἔργων εἶναι τὰ τοῦ κ. Ἀλεξανδρῆ καὶ τοῦ κ. Ἀρχιμανδρίτου. (796, 1297, 1037, 1432)
article-paragraph: Κατόπιν τοσούτων προσπαθειῶν ὅπως εὕρωσι καὶ ἀγοράσωσιν οἰκίαν ἢ ἀποθήκην διὰ νὰ ἐγκαταστήσωσιν ἐκκλησίαν, ἐν ᾗ ἡ λειτουργία νὰ τελῆται ρουμανιστί, κατέφυγον εἰς τὴν τουρκικὴν κυβέρνησιν ζητοῦντες παραχώρησιν οἰκοπέδου ἀλλ' ὁ Σκοφάρκος καὶ οἱ συνεργάται του δὲν ἠδυνήθησαν νὰ ἐπιτύχωσι τὸν σκοπὸν των. (122, 1661, 331, 1879)
masthead (118, 82, 1450, 118)
heading-main: Β. ΧΑΡΙΤΕΣ (850, 1439, 982, 1462)
to-be-continued: ('Ακολουθεῖ) (686, 1060, 770, 1076)
banner-area (796, 123, 1290, 212)
